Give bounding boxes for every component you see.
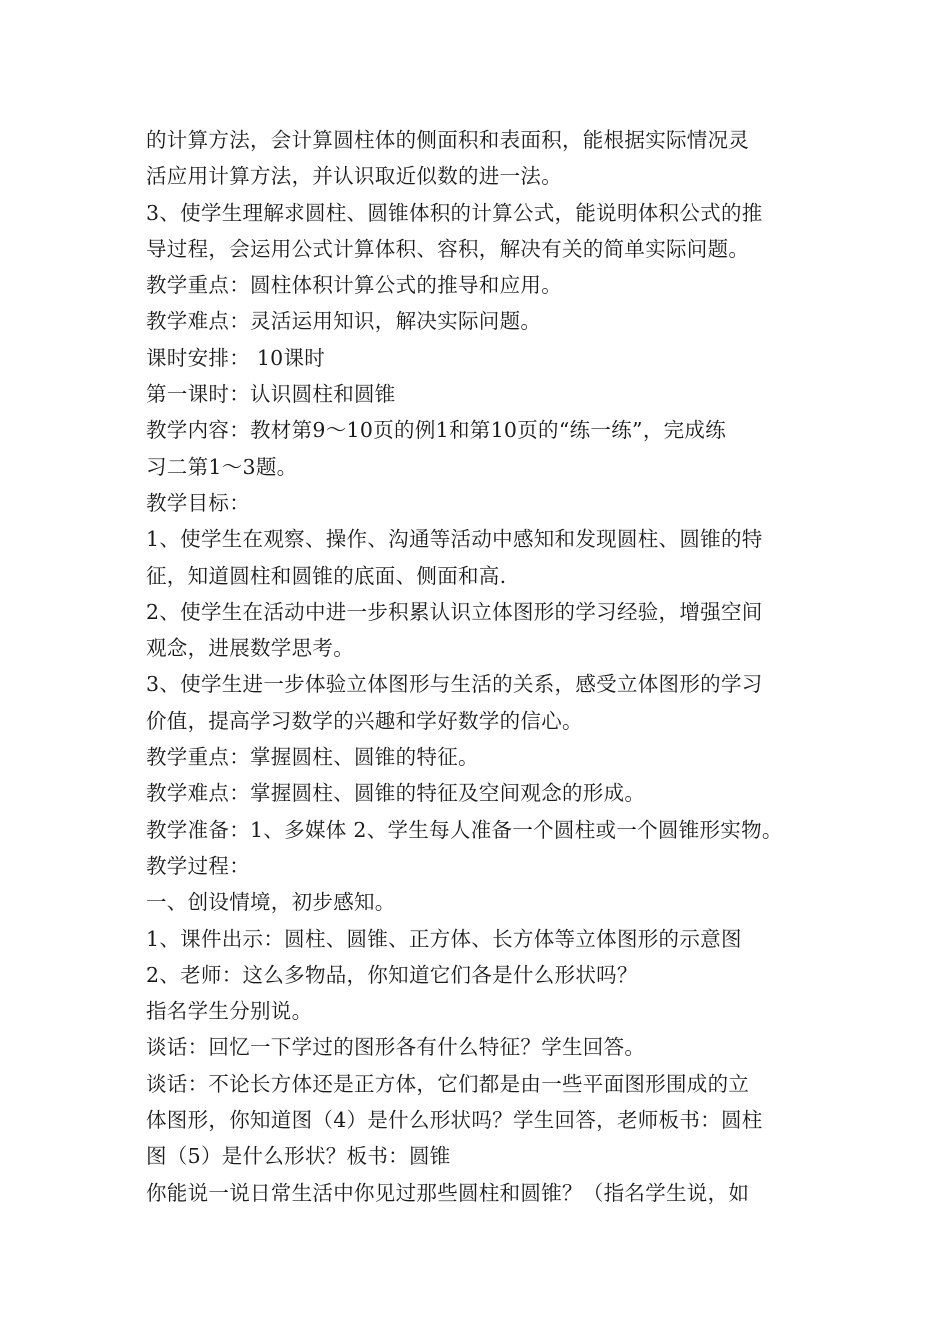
text-line: 指名学生分别说。 bbox=[146, 999, 313, 1024]
text-line: 你能说一说日常生活中你见过那些圆柱和圆锥？（指名学生说，如 bbox=[146, 1180, 750, 1205]
text-line: 3、使学生进一步体验立体图形与生活的关系，感受立体图形的学习 bbox=[146, 672, 763, 697]
text-line: 1、使学生在观察、操作、沟通等活动中感知和发现圆柱、圆锥的特 bbox=[146, 527, 763, 552]
text-line: 图（5）是什么形状？板书：圆锥 bbox=[146, 1144, 451, 1169]
text-line: 课时安排： 10课时 bbox=[146, 345, 326, 370]
text-line: 谈话：不论长方体还是正方体，它们都是由一些平面图形围成的立 bbox=[146, 1071, 750, 1096]
text-line: 教学准备：1、多媒体 2、学生每人准备一个圆柱或一个圆锥形实物。 bbox=[146, 817, 783, 842]
text-line: 1、课件出示：圆柱、圆锥、正方体、长方体等立体图形的示意图 bbox=[146, 926, 742, 951]
text-line: 价值，提高学习数学的兴趣和学好数学的信心。 bbox=[146, 708, 583, 733]
text-line: 教学重点：圆柱体积计算公式的推导和应用。 bbox=[146, 273, 562, 298]
text-line: 一、创设情境，初步感知。 bbox=[146, 890, 396, 915]
text-line: 教学难点：灵活运用知识，解决实际问题。 bbox=[146, 309, 542, 334]
text-line: 教学内容：教材第9～10页的例1和第10页的“练一练”，完成练 bbox=[146, 418, 727, 443]
text-line: 教学难点：掌握圆柱、圆锥的特征及空间观念的形成。 bbox=[146, 781, 646, 806]
text-line: 2、老师：这么多物品，你知道它们各是什么形状吗？ bbox=[146, 962, 638, 987]
text-line: 3、使学生理解求圆柱、圆锥体积的计算公式，能说明体积公式的推 bbox=[146, 200, 763, 225]
text-line: 征，知道圆柱和圆锥的底面、侧面和高. bbox=[146, 563, 507, 588]
text-line: 体图形，你知道图（4）是什么形状吗？学生回答，老师板书：圆柱 bbox=[146, 1108, 763, 1133]
text-line: 习二第1～3题。 bbox=[146, 454, 298, 479]
text-line: 导过程，会运用公式计算体积、容积，解决有关的简单实际问题。 bbox=[146, 236, 750, 261]
text-line: 2、使学生在活动中进一步积累认识立体图形的学习经验，增强空间 bbox=[146, 599, 763, 624]
text-line: 的计算方法，会计算圆柱体的侧面积和表面积，能根据实际情况灵 bbox=[146, 128, 750, 152]
text-line: 活应用计算方法，并认识取近似数的进一法。 bbox=[146, 164, 562, 189]
text-line: 谈话：回忆一下学过的图形各有什么特征？学生回答。 bbox=[146, 1035, 646, 1060]
section-heading: 第一课时：认识圆柱和圆锥 bbox=[146, 382, 396, 407]
text-line: 观念，进展数学思考。 bbox=[146, 636, 354, 661]
text-line: 教学目标： bbox=[146, 490, 250, 515]
text-line: 教学重点：掌握圆柱、圆锥的特征。 bbox=[146, 745, 479, 770]
document-body bbox=[146, 122, 826, 1211]
text-line: 教学过程： bbox=[146, 853, 250, 878]
